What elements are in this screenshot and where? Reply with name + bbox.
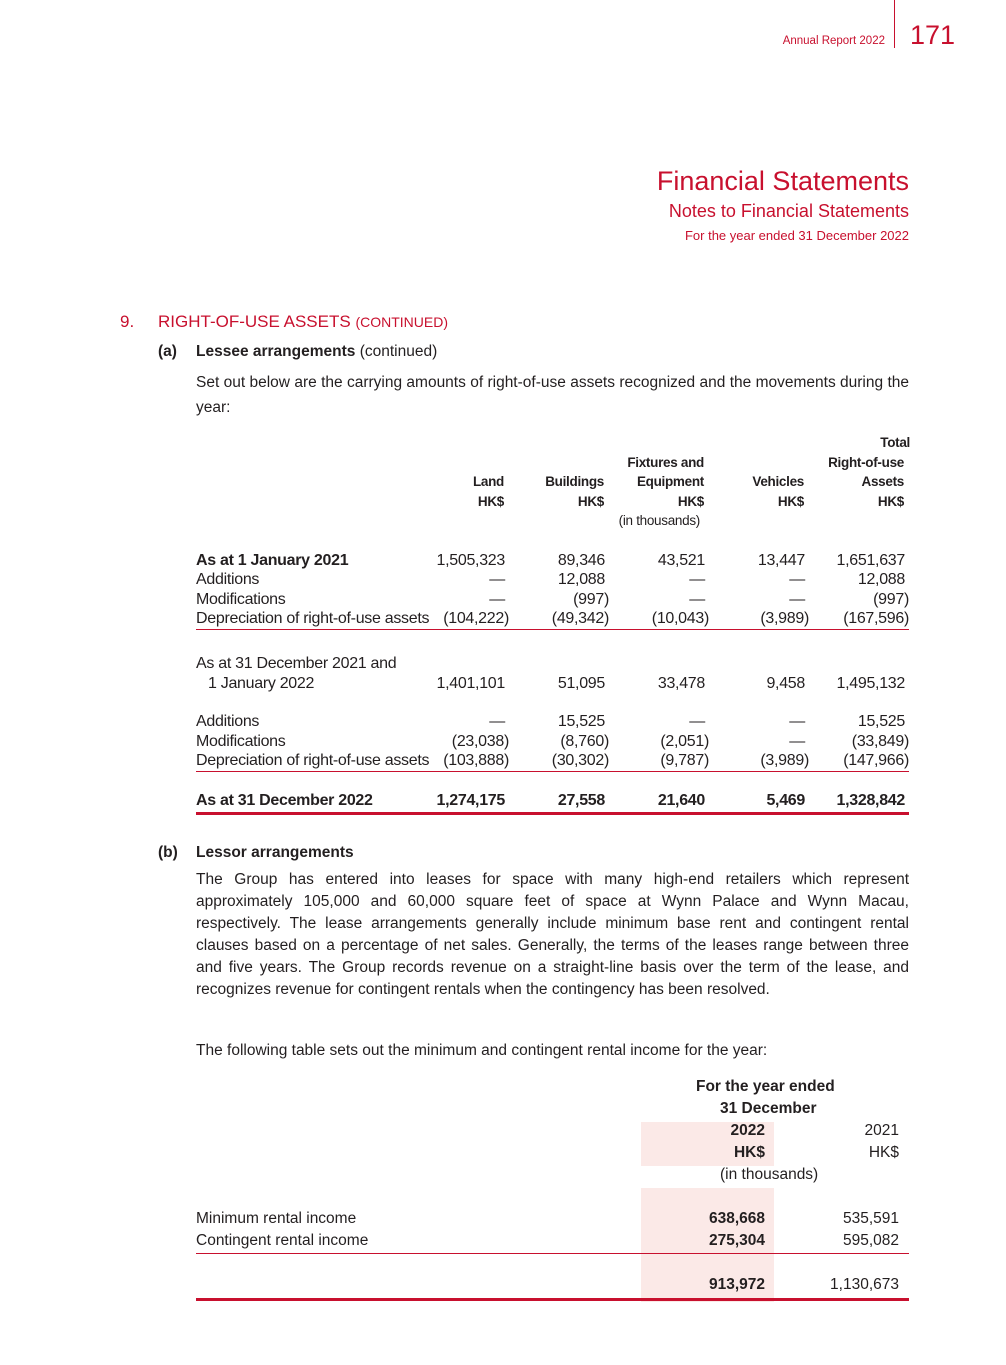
table-row-label-line — [196, 655, 909, 674]
section-number: 9. — [120, 312, 135, 331]
col-fixtures-line2: Equipment — [636, 474, 704, 489]
row-label-contingent: Contingent rental income — [196, 1232, 369, 1249]
row-label: Modifications — [196, 591, 286, 608]
part-a-intro: Set out below are the carrying amounts of right-of-use assets recognized and the movements during the year: — [196, 374, 909, 416]
table-row — [196, 713, 909, 732]
cell-fixtures: 21,640 — [657, 792, 705, 809]
table-row — [196, 610, 909, 629]
period-label: For the year ended 31 December 2022 — [684, 228, 909, 243]
cell-total: 15,525 — [857, 713, 905, 730]
cell-total: (147,966) — [843, 752, 909, 769]
part-b-paragraph: The Group has entered into leases for space with many high-end retailers which represent approximately 105,000 and 60,000 square feet of space at Wynn Palace and Wynn Macau, respectively. The lease arrangements generally include minimum base rent and contingent rental clauses based on a percentage of net sales. Generally, the terms of the leases range between three and five years. The Group records revenue on a straight-line basis over the term of the lease, and recognizes revenue for contingent rentals when the contingency has been resolved. — [196, 871, 909, 998]
cell-land: — — [489, 713, 505, 730]
currency-2021: HK$ — [868, 1144, 899, 1161]
row-label: Additions — [196, 571, 260, 588]
cell-buildings: 51,095 — [557, 675, 605, 692]
row-label-minimum: Minimum rental income — [196, 1210, 357, 1227]
col-vehicles-line1: Vehicles — [752, 474, 804, 489]
cell-vehicles: 13,447 — [757, 552, 805, 569]
cell-buildings: (8,760) — [560, 733, 609, 750]
cell-vehicles: (3,989) — [760, 610, 809, 627]
col-vehicles-currency: HK$ — [777, 494, 804, 509]
contingent-2022: 275,304 — [708, 1232, 765, 1249]
cell-land: 1,274,175 — [436, 792, 505, 809]
cell-total: 12,088 — [857, 571, 905, 588]
col-land-currency: HK$ — [477, 494, 504, 509]
table-row — [196, 752, 909, 771]
minimum-2022: 638,668 — [708, 1210, 765, 1227]
table-row — [196, 675, 909, 694]
cell-total: 1,328,842 — [836, 792, 905, 809]
cell-buildings: 12,088 — [557, 571, 605, 588]
table-row — [196, 733, 909, 752]
cell-total: (167,596) — [843, 610, 909, 627]
col-buildings-line1: Buildings — [545, 474, 604, 489]
section-title — [158, 312, 448, 332]
row-label: Depreciation of right-of-use assets — [196, 610, 430, 627]
table-row — [196, 591, 909, 610]
cell-vehicles: 5,469 — [766, 792, 805, 809]
cell-buildings: 15,525 — [557, 713, 605, 730]
table2-bottom-rule — [196, 1298, 909, 1301]
cell-land: — — [489, 591, 505, 608]
year-2021: 2021 — [864, 1122, 899, 1139]
cell-buildings: 27,558 — [557, 792, 605, 809]
header-divider — [894, 0, 895, 48]
row-divider — [196, 771, 909, 772]
cell-fixtures: (9,787) — [660, 752, 709, 769]
part-a-title-suffix: (continued) — [359, 343, 438, 360]
contingent-2021: 595,082 — [842, 1232, 899, 1249]
col-land-line1: Land — [472, 474, 504, 489]
cell-fixtures: (2,051) — [660, 733, 709, 750]
cell-vehicles: — — [789, 733, 805, 750]
col-fixtures-currency: HK$ — [677, 494, 704, 509]
row-divider — [196, 1253, 909, 1254]
row-divider — [196, 629, 909, 630]
cell-fixtures: — — [689, 713, 705, 730]
page-title: Financial Statements — [656, 166, 909, 196]
cell-buildings: 89,346 — [557, 552, 605, 569]
report-label: Annual Report 2022 — [782, 35, 885, 47]
table2-unit-note: (in thousands) — [720, 1166, 819, 1183]
part-b-title: Lessor arrangements — [196, 844, 354, 861]
part-a-title — [196, 343, 437, 361]
part-a-title-bold: Lessee arrangements — [196, 343, 356, 360]
cell-fixtures: (10,043) — [651, 610, 709, 627]
table2-head-line1: For the year ended — [696, 1078, 835, 1095]
page-subtitle: Notes to Financial Statements — [668, 201, 909, 221]
part-a-label: (a) — [158, 343, 177, 360]
cell-buildings: (30,302) — [551, 752, 609, 769]
year-2022: 2022 — [730, 1122, 765, 1139]
row-label-continued: 1 January 2022 — [208, 675, 315, 692]
cell-vehicles: (3,989) — [760, 752, 809, 769]
cell-fixtures: 43,521 — [657, 552, 705, 569]
cell-land: 1,505,323 — [436, 552, 505, 569]
page-number: 171 — [910, 20, 956, 50]
currency-2022: HK$ — [733, 1144, 765, 1161]
cell-vehicles: 9,458 — [766, 675, 805, 692]
cell-fixtures: 33,478 — [657, 675, 705, 692]
section-title-text: RIGHT-OF-USE ASSETS — [158, 312, 351, 331]
table-bottom-rule — [196, 812, 909, 815]
row-label: Depreciation of right-of-use assets — [196, 752, 430, 769]
row-label: As at 1 January 2021 — [196, 552, 349, 569]
col-total-currency: HK$ — [877, 494, 904, 509]
cell-total: 1,495,132 — [836, 675, 905, 692]
cell-land: — — [489, 571, 505, 588]
total-2021: 1,130,673 — [830, 1276, 899, 1293]
cell-vehicles: — — [789, 571, 805, 588]
col-total-line1: Total — [880, 435, 910, 450]
cell-land: (23,038) — [451, 733, 509, 750]
minimum-2021: 535,591 — [842, 1210, 899, 1227]
cell-total: (33,849) — [851, 733, 909, 750]
cell-land: (104,222) — [443, 610, 509, 627]
cell-fixtures: — — [689, 571, 705, 588]
cell-land: (103,888) — [443, 752, 509, 769]
cell-fixtures: — — [689, 591, 705, 608]
col-total-line3: Assets — [861, 474, 904, 489]
row-label: As at 31 December 2021 and — [196, 655, 397, 672]
part-b-label: (b) — [158, 844, 178, 861]
cell-total: 1,651,637 — [836, 552, 905, 569]
cell-vehicles: — — [789, 591, 805, 608]
row-label: As at 31 December 2022 — [196, 792, 373, 809]
cell-total: (997) — [873, 591, 909, 608]
col-total-line2: Right-of-use — [828, 455, 904, 470]
col-fixtures-line1: Fixtures and — [627, 455, 704, 470]
table2-head-line2: 31 December — [720, 1100, 817, 1117]
table-total-row — [196, 792, 909, 811]
section-title-suffix: (CONTINUED) — [355, 314, 448, 330]
table-row — [196, 571, 909, 590]
table-row — [196, 552, 909, 571]
row-label: Modifications — [196, 733, 286, 750]
part-b-table-intro: The following table sets out the minimum and contingent rental income for the year: — [196, 1042, 768, 1059]
col-buildings-currency: HK$ — [577, 494, 604, 509]
cell-land: 1,401,101 — [436, 675, 505, 692]
total-2022: 913,972 — [708, 1276, 765, 1293]
row-label: Additions — [196, 713, 260, 730]
cell-buildings: (49,342) — [551, 610, 609, 627]
cell-buildings: (997) — [573, 591, 609, 608]
unit-note: (in thousands) — [618, 513, 700, 528]
cell-vehicles: — — [789, 713, 805, 730]
